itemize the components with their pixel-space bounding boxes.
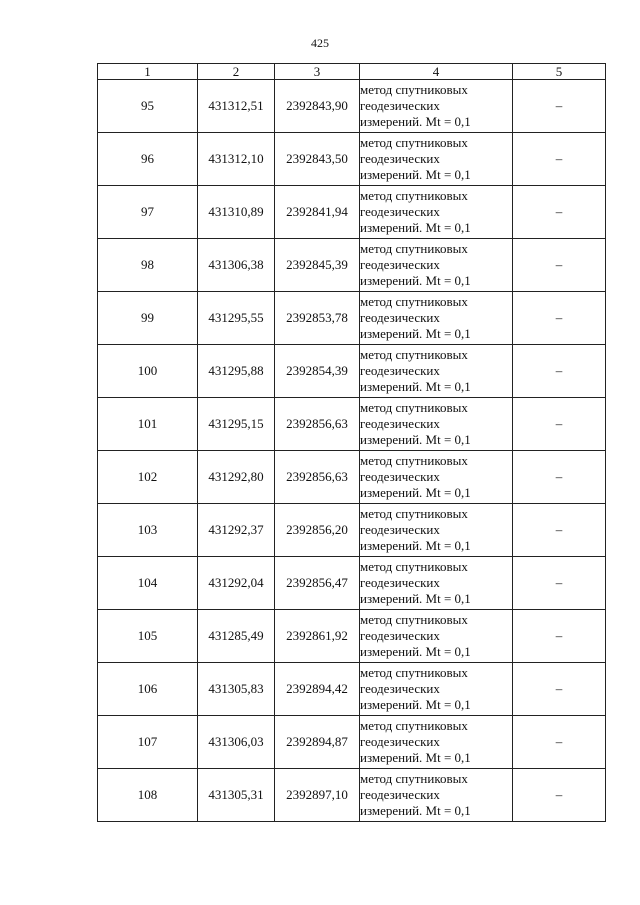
method-text-line: метод спутниковых bbox=[360, 135, 468, 150]
method-text-line: метод спутниковых bbox=[360, 294, 468, 309]
method-cell bbox=[360, 186, 513, 239]
y-coordinate-cell: 2392843,90 bbox=[275, 80, 360, 133]
x-coordinate-cell: 431312,51 bbox=[198, 80, 275, 133]
column-header-5: 5 bbox=[513, 64, 606, 80]
point-number-cell: 104 bbox=[98, 557, 198, 610]
point-number-cell: 107 bbox=[98, 716, 198, 769]
point-number-cell: 98 bbox=[98, 239, 198, 292]
method-cell bbox=[360, 345, 513, 398]
note-cell: – bbox=[513, 80, 606, 133]
note-cell: – bbox=[513, 398, 606, 451]
x-coordinate-cell: 431306,03 bbox=[198, 716, 275, 769]
x-coordinate-cell: 431305,83 bbox=[198, 663, 275, 716]
table-row bbox=[98, 292, 606, 345]
y-coordinate-cell: 2392897,10 bbox=[275, 769, 360, 822]
point-number-cell: 97 bbox=[98, 186, 198, 239]
point-number-cell: 106 bbox=[98, 663, 198, 716]
y-coordinate-cell: 2392856,20 bbox=[275, 504, 360, 557]
point-number-cell: 108 bbox=[98, 769, 198, 822]
x-coordinate-cell: 431305,31 bbox=[198, 769, 275, 822]
method-text-line: измерений. Mt = 0,1 bbox=[360, 167, 471, 182]
x-coordinate-cell: 431312,10 bbox=[198, 133, 275, 186]
method-cell bbox=[360, 292, 513, 345]
point-number-cell: 100 bbox=[98, 345, 198, 398]
method-cell bbox=[360, 80, 513, 133]
method-text-line: измерений. Mt = 0,1 bbox=[360, 432, 471, 447]
y-coordinate-cell: 2392861,92 bbox=[275, 610, 360, 663]
method-text-line: метод спутниковых bbox=[360, 347, 468, 362]
method-text-line: геодезических bbox=[360, 416, 440, 431]
column-header-2: 2 bbox=[198, 64, 275, 80]
x-coordinate-cell: 431306,38 bbox=[198, 239, 275, 292]
table-row bbox=[98, 398, 606, 451]
point-number-cell: 102 bbox=[98, 451, 198, 504]
method-text-line: геодезических bbox=[360, 257, 440, 272]
method-cell bbox=[360, 557, 513, 610]
table-row bbox=[98, 186, 606, 239]
column-header-3: 3 bbox=[275, 64, 360, 80]
x-coordinate-cell: 431295,88 bbox=[198, 345, 275, 398]
method-text-line: метод спутниковых bbox=[360, 453, 468, 468]
method-text-line: измерений. Mt = 0,1 bbox=[360, 114, 471, 129]
x-coordinate-cell: 431292,04 bbox=[198, 557, 275, 610]
method-text-line: метод спутниковых bbox=[360, 241, 468, 256]
note-cell: – bbox=[513, 133, 606, 186]
table-row bbox=[98, 80, 606, 133]
table-row bbox=[98, 504, 606, 557]
method-text-line: измерений. Mt = 0,1 bbox=[360, 750, 471, 765]
method-text-line: метод спутниковых bbox=[360, 665, 468, 680]
y-coordinate-cell: 2392845,39 bbox=[275, 239, 360, 292]
table-header-row bbox=[98, 64, 606, 80]
point-number-cell: 95 bbox=[98, 80, 198, 133]
method-text-line: метод спутниковых bbox=[360, 612, 468, 627]
method-text-line: метод спутниковых bbox=[360, 506, 468, 521]
y-coordinate-cell: 2392853,78 bbox=[275, 292, 360, 345]
y-coordinate-cell: 2392856,47 bbox=[275, 557, 360, 610]
note-cell: – bbox=[513, 716, 606, 769]
method-text-line: геодезических bbox=[360, 310, 440, 325]
method-text-line: метод спутниковых bbox=[360, 718, 468, 733]
method-text-line: геодезических bbox=[360, 575, 440, 590]
table-body bbox=[98, 80, 606, 822]
method-cell bbox=[360, 769, 513, 822]
point-number-cell: 99 bbox=[98, 292, 198, 345]
y-coordinate-cell: 2392843,50 bbox=[275, 133, 360, 186]
method-text-line: измерений. Mt = 0,1 bbox=[360, 379, 471, 394]
x-coordinate-cell: 431292,37 bbox=[198, 504, 275, 557]
table-row bbox=[98, 239, 606, 292]
method-text-line: метод спутниковых bbox=[360, 188, 468, 203]
note-cell: – bbox=[513, 504, 606, 557]
table-row bbox=[98, 663, 606, 716]
note-cell: – bbox=[513, 239, 606, 292]
x-coordinate-cell: 431292,80 bbox=[198, 451, 275, 504]
method-text-line: геодезических bbox=[360, 628, 440, 643]
method-text-line: измерений. Mt = 0,1 bbox=[360, 591, 471, 606]
method-text-line: геодезических bbox=[360, 681, 440, 696]
method-cell bbox=[360, 239, 513, 292]
y-coordinate-cell: 2392854,39 bbox=[275, 345, 360, 398]
table-row bbox=[98, 716, 606, 769]
method-cell bbox=[360, 504, 513, 557]
method-text-line: геодезических bbox=[360, 151, 440, 166]
note-cell: – bbox=[513, 186, 606, 239]
method-text-line: измерений. Mt = 0,1 bbox=[360, 697, 471, 712]
x-coordinate-cell: 431310,89 bbox=[198, 186, 275, 239]
method-text-line: метод спутниковых bbox=[360, 559, 468, 574]
note-cell: – bbox=[513, 292, 606, 345]
table-row bbox=[98, 133, 606, 186]
column-header-4: 4 bbox=[360, 64, 513, 80]
method-text-line: измерений. Mt = 0,1 bbox=[360, 273, 471, 288]
note-cell: – bbox=[513, 769, 606, 822]
method-text-line: геодезических bbox=[360, 469, 440, 484]
y-coordinate-cell: 2392841,94 bbox=[275, 186, 360, 239]
page-number: 425 bbox=[311, 36, 329, 50]
coordinates-table bbox=[97, 63, 606, 822]
method-cell bbox=[360, 451, 513, 504]
y-coordinate-cell: 2392856,63 bbox=[275, 398, 360, 451]
x-coordinate-cell: 431295,15 bbox=[198, 398, 275, 451]
point-number-cell: 105 bbox=[98, 610, 198, 663]
note-cell: – bbox=[513, 345, 606, 398]
note-cell: – bbox=[513, 451, 606, 504]
method-text-line: геодезических bbox=[360, 734, 440, 749]
table-row bbox=[98, 769, 606, 822]
y-coordinate-cell: 2392894,42 bbox=[275, 663, 360, 716]
x-coordinate-cell: 431295,55 bbox=[198, 292, 275, 345]
point-number-cell: 103 bbox=[98, 504, 198, 557]
point-number-cell: 101 bbox=[98, 398, 198, 451]
note-cell: – bbox=[513, 557, 606, 610]
table-row bbox=[98, 610, 606, 663]
point-number-cell: 96 bbox=[98, 133, 198, 186]
method-text-line: измерений. Mt = 0,1 bbox=[360, 485, 471, 500]
method-text-line: измерений. Mt = 0,1 bbox=[360, 644, 471, 659]
method-text-line: геодезических bbox=[360, 522, 440, 537]
method-text-line: метод спутниковых bbox=[360, 400, 468, 415]
method-text-line: измерений. Mt = 0,1 bbox=[360, 803, 471, 818]
method-text-line: метод спутниковых bbox=[360, 82, 468, 97]
method-cell bbox=[360, 716, 513, 769]
table-row bbox=[98, 557, 606, 610]
method-cell bbox=[360, 663, 513, 716]
x-coordinate-cell: 431285,49 bbox=[198, 610, 275, 663]
note-cell: – bbox=[513, 663, 606, 716]
method-text-line: измерений. Mt = 0,1 bbox=[360, 538, 471, 553]
note-cell: – bbox=[513, 610, 606, 663]
method-cell bbox=[360, 610, 513, 663]
column-header-1: 1 bbox=[98, 64, 198, 80]
method-text-line: измерений. Mt = 0,1 bbox=[360, 220, 471, 235]
method-cell bbox=[360, 398, 513, 451]
method-text-line: измерений. Mt = 0,1 bbox=[360, 326, 471, 341]
table-row bbox=[98, 451, 606, 504]
y-coordinate-cell: 2392894,87 bbox=[275, 716, 360, 769]
method-text-line: геодезических bbox=[360, 204, 440, 219]
method-text-line: геодезических bbox=[360, 98, 440, 113]
method-cell bbox=[360, 133, 513, 186]
y-coordinate-cell: 2392856,63 bbox=[275, 451, 360, 504]
method-text-line: геодезических bbox=[360, 787, 440, 802]
method-text-line: метод спутниковых bbox=[360, 771, 468, 786]
table-row bbox=[98, 345, 606, 398]
method-text-line: геодезических bbox=[360, 363, 440, 378]
